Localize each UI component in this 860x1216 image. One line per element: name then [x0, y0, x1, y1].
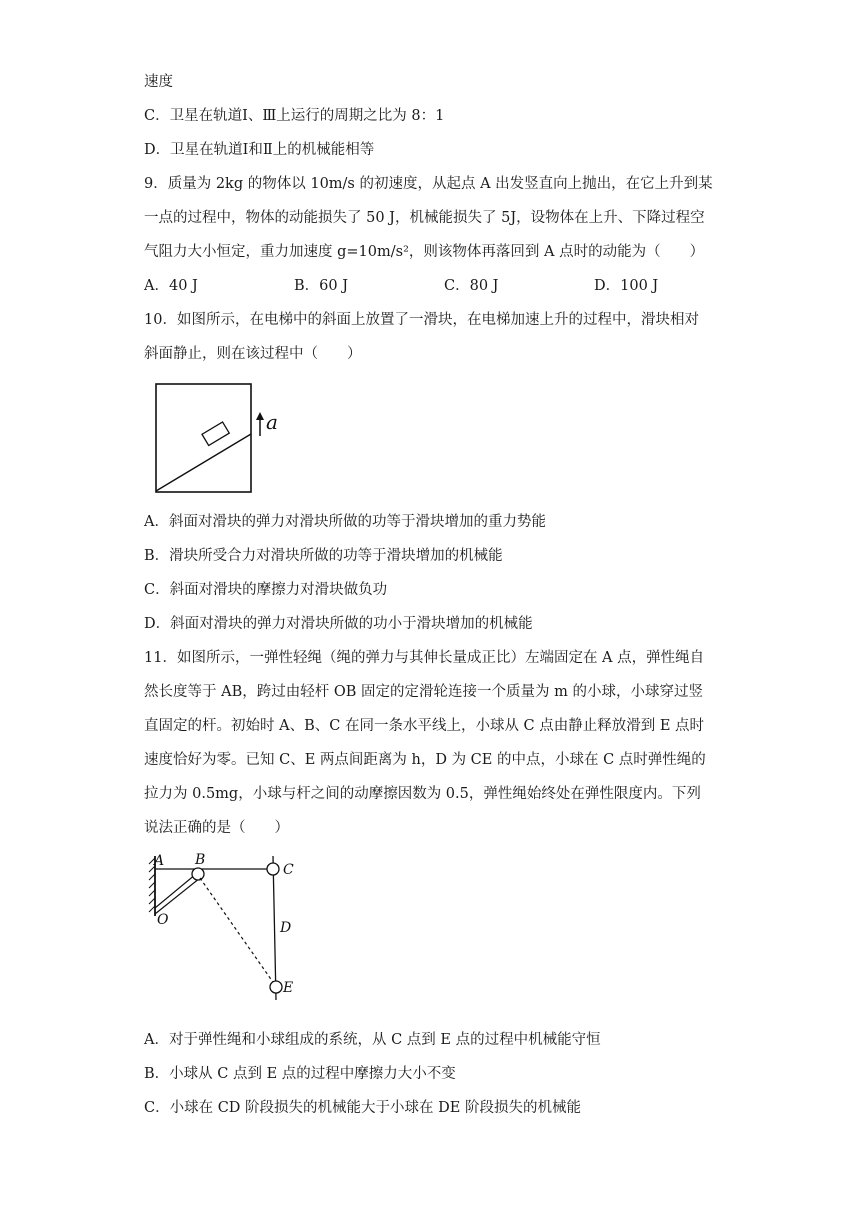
q11-stem-line-4: 速度恰好为零。已知 C、E 两点间距离为 h，D 为 CE 的中点，小球在 C 点时弹性绳的 — [144, 752, 706, 768]
pulley — [192, 868, 204, 880]
q9-option-b: B．60 J — [294, 278, 349, 294]
q9-option-a: A．40 J — [144, 278, 198, 294]
q8-option-c: C．卫星在轨道Ⅰ、Ⅲ上运行的周期之比为 8：1 — [144, 108, 445, 124]
label-o: O — [157, 912, 169, 928]
label-a: A — [154, 853, 165, 869]
ball-at-e — [270, 981, 282, 993]
rod-ob-edge-2 — [155, 878, 200, 914]
q11-option-a: A．对于弹性绳和小球组成的系统，从 C 点到 E 点的过程中机械能守恒 — [144, 1032, 601, 1048]
q10-stem-line-2: 斜面静止，则在该过程中（ ） — [144, 346, 362, 362]
q11-stem-line-2: 然长度等于 AB，跨过由轻杆 OB 固定的定滑轮连接一个质量为 m 的小球，小球穿过竖 — [144, 684, 703, 700]
q11-option-c: C．小球在 CD 阶段损失的机械能大于小球在 DE 阶段损失的机械能 — [144, 1100, 581, 1116]
q9-stem-line-3: 气阻力大小恒定，重力加速度 g=10m/s²，则该物体再落回到 A 点时的动能为（ ） — [144, 244, 705, 260]
label-c: C — [283, 862, 294, 878]
incline-surface — [156, 434, 251, 491]
ball-at-c — [267, 863, 279, 875]
q10-option-c: C．斜面对滑块的摩擦力对滑块做负功 — [144, 582, 388, 598]
q10-option-a: A．斜面对滑块的弹力对滑块所做的功等于滑块增加的重力势能 — [144, 514, 546, 530]
q9-stem-line-1: 9．质量为 2kg 的物体以 10m/s 的初速度，从起点 A 出发竖直向上抛出，在它上升到某 — [144, 176, 713, 192]
q10-elevator-incline-figure — [150, 378, 290, 498]
rope-be-dashed — [200, 878, 275, 985]
label-b: B — [195, 852, 206, 868]
rod-ob-edge-1 — [155, 874, 196, 908]
q9-option-d: D．100 J — [594, 278, 659, 294]
q9-option-c: C．80 J — [444, 278, 499, 294]
q10-stem-line-1: 10．如图所示，在电梯中的斜面上放置了一滑块，在电梯加速上升的过程中，滑块相对 — [144, 312, 699, 328]
q11-stem-line-5: 拉力为 0.5mg，小球与杆之间的动摩擦因数为 0.5，弹性绳始终处在弹性限度内。下列 — [144, 786, 701, 802]
q11-stem-line-6: 说法正确的是（ ） — [144, 820, 289, 836]
q10-option-b: B．滑块所受合力对滑块所做的功等于滑块增加的机械能 — [144, 548, 503, 564]
q8-continuation-text: 速度 — [144, 74, 173, 90]
q11-elastic-rope-figure — [140, 850, 320, 1012]
q9-stem-line-2: 一点的过程中，物体的动能损失了 50 J，机械能损失了 5J，设物体在上升、下降过程空 — [144, 210, 705, 226]
q11-option-b: B．小球从 C 点到 E 点的过程中摩擦力大小不变 — [144, 1066, 456, 1082]
acceleration-label: a — [266, 410, 278, 434]
vertical-rod — [273, 856, 276, 1000]
q10-option-d: D．斜面对滑块的弹力对滑块所做的功小于滑块增加的机械能 — [144, 616, 533, 632]
q8-option-d: D．卫星在轨道Ⅰ和Ⅱ上的机械能相等 — [144, 142, 375, 158]
q11-stem-line-3: 直固定的杆。初始时 A、B、C 在同一条水平线上，小球从 C 点由静止释放滑到 E 点时 — [144, 718, 705, 734]
label-d: D — [280, 920, 292, 936]
acceleration-arrowhead-icon — [256, 412, 264, 420]
label-e: E — [283, 980, 294, 996]
slider-block — [202, 422, 229, 446]
q11-stem-line-1: 11．如图所示，一弹性轻绳（绳的弹力与其伸长量成正比）左端固定在 A 点，弹性绳自 — [144, 650, 705, 666]
